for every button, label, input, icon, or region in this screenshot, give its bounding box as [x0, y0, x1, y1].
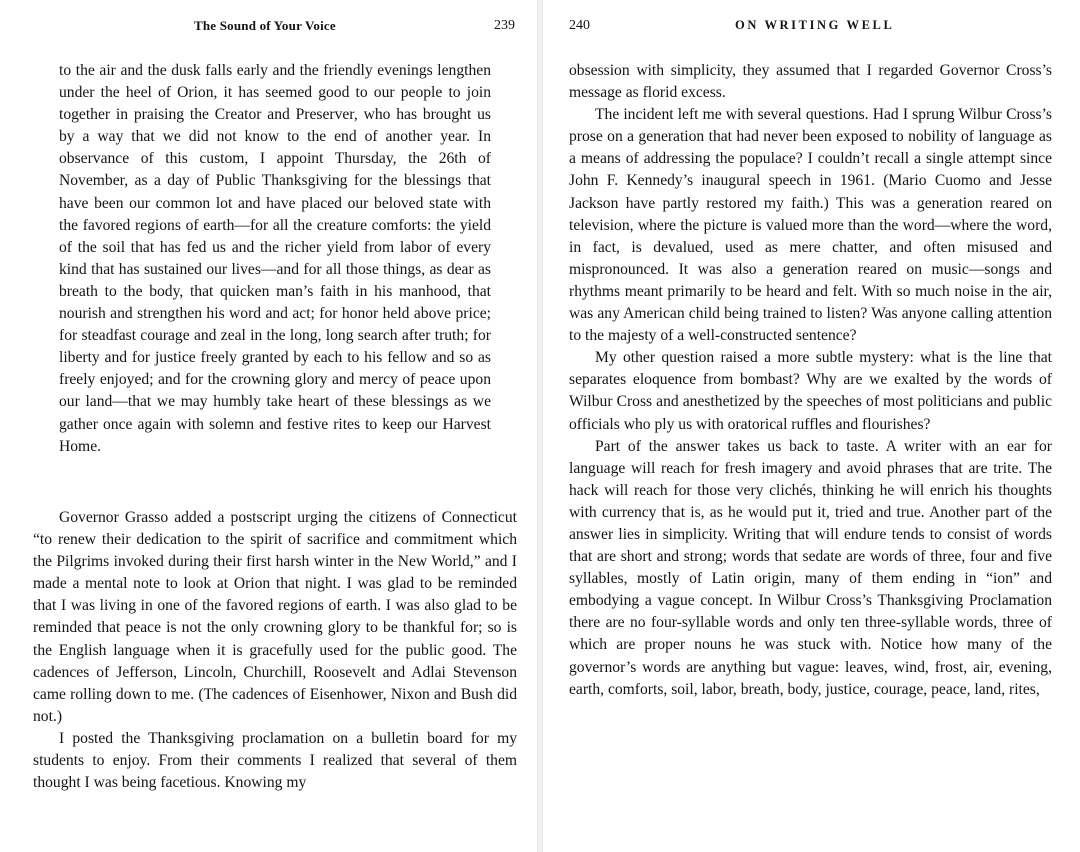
left-page — [0, 0, 537, 852]
proclamation-quote — [59, 60, 491, 458]
paragraph: Governor Grasso added a postscript urging the citizens of Connecticut “to renew their dedication to the spirit of sacrifice and commitment which the Pilgrims invoked during their first harsh winter in the New World,” and I made a mental note to look at Orion that night. I was glad to be reminded that I was living in one of the favored regions of earth. I was also glad to be reminded that peace is not the only crowning glory to be thankful for; so is the English language when it is gracefully used for the public good. The cadences of Jefferson, Lincoln, Churchill, Roosevelt and Adlai Stevenson came rolling down to me. (The cadences of Eisenhower, Nixon and Bush did not.) — [33, 509, 517, 725]
page-number-right: 240 — [569, 18, 590, 33]
paragraph: obsession with simplicity, they assumed that I regarded Governor Cross’s message as florid excess. — [569, 62, 1052, 102]
paragraph: The incident left me with several questions. Had I sprung Wilbur Cross’s prose on a generation that had never been exposed to nobility of language as a means of addressing the populace? I couldn’t recall a single attempt since John F. Kennedy’s inaugural speech in 1961. (Mario Cuomo and Jesse Jackson have partly restored my faith.) This was a generation reared on television, where the picture is valued more than the word—where the word, in fact, is devalued, used as mere chatter, and often misused and mispronounced. It was also a generation reared on music—songs and rhythms meant primarily to be heard and felt. With so much noise in the air, was any American child being trained to listen? Was anyone calling attention to the majesty of a well-constructed sentence? — [569, 106, 1052, 345]
running-head-left: The Sound of Your Voice — [194, 18, 336, 33]
body-text-right — [569, 60, 1052, 701]
paragraph: Part of the answer takes us back to taste. A writer with an ear for language will reach for fresh imagery and avoid phrases that are trite. The hack will reach for those very clichés, thinking he will enrich his thoughts with currency that is, as he would put it, tried and true. Another part of the answer lies in simplicity. Writing that will endure tends to consist of words that are short and strong; words that sedate are words of three, four and five syllables, mostly of Latin origin, many of them ending in “ion” and embodying a vague concept. In Wilbur Cross’s Thanksgiving Proclamation there are no four-syllable words and only ten three-syllable words, three of which are proper nouns he was stuck with. Notice how many of the governor’s words are anything but vague: leaves, wind, frost, air, evening, earth, comforts, soil, labor, breath, body, justice, courage, peace, land, rites, — [569, 437, 1052, 698]
paragraph: I posted the Thanksgiving proclamation on a bulletin board for my students to enjoy. From their comments I realized that several of them thought I was being facetious. Knowing my — [33, 729, 517, 792]
quote-text: to the air and the dusk falls early and the friendly evenings lengthen under the heel of Orion, it has seemed good to our people to join together in praising the Creator and Preserver, who has brought us by a way that we did not know to the end of another year. In observance of this custom, I appoint Thursday, the 26th of November, as a day of Public Thanksgiving for the blessings that have been our common lot and have placed our beloved state with the favored regions of earth—for all the creature comforts: the yield of the soil that has fed us and the richer yield from labor of every kind that has sustained our lives—and for all those things, as dear as breath to the body, that quicken man’s faith in his manhood, that nourish and strengthen his word and act; for honor held above price; for steadfast courage and zeal in the long, long search after truth; for liberty and for justice freely granted by each to his fellow and so as freely enjoyed; and for the crowning glory and mercy of peace upon our land—that we may humbly take heart of these blessings as we gather once again with solemn and festive rites to keep our Harvest Home. — [59, 62, 491, 455]
paragraph: My other question raised a more subtle mystery: what is the line that separates eloquence from bombast? Why are we exalted by the words of Wilbur Cross and anesthetized by the speeches of most politicians and public officials who ply us with oratorical ruffles and flourishes? — [569, 349, 1052, 433]
running-head-right: ON WRITING WELL — [735, 18, 895, 32]
body-text-left — [33, 507, 517, 794]
page-number-left: 239 — [494, 18, 515, 33]
right-page — [543, 0, 1080, 852]
